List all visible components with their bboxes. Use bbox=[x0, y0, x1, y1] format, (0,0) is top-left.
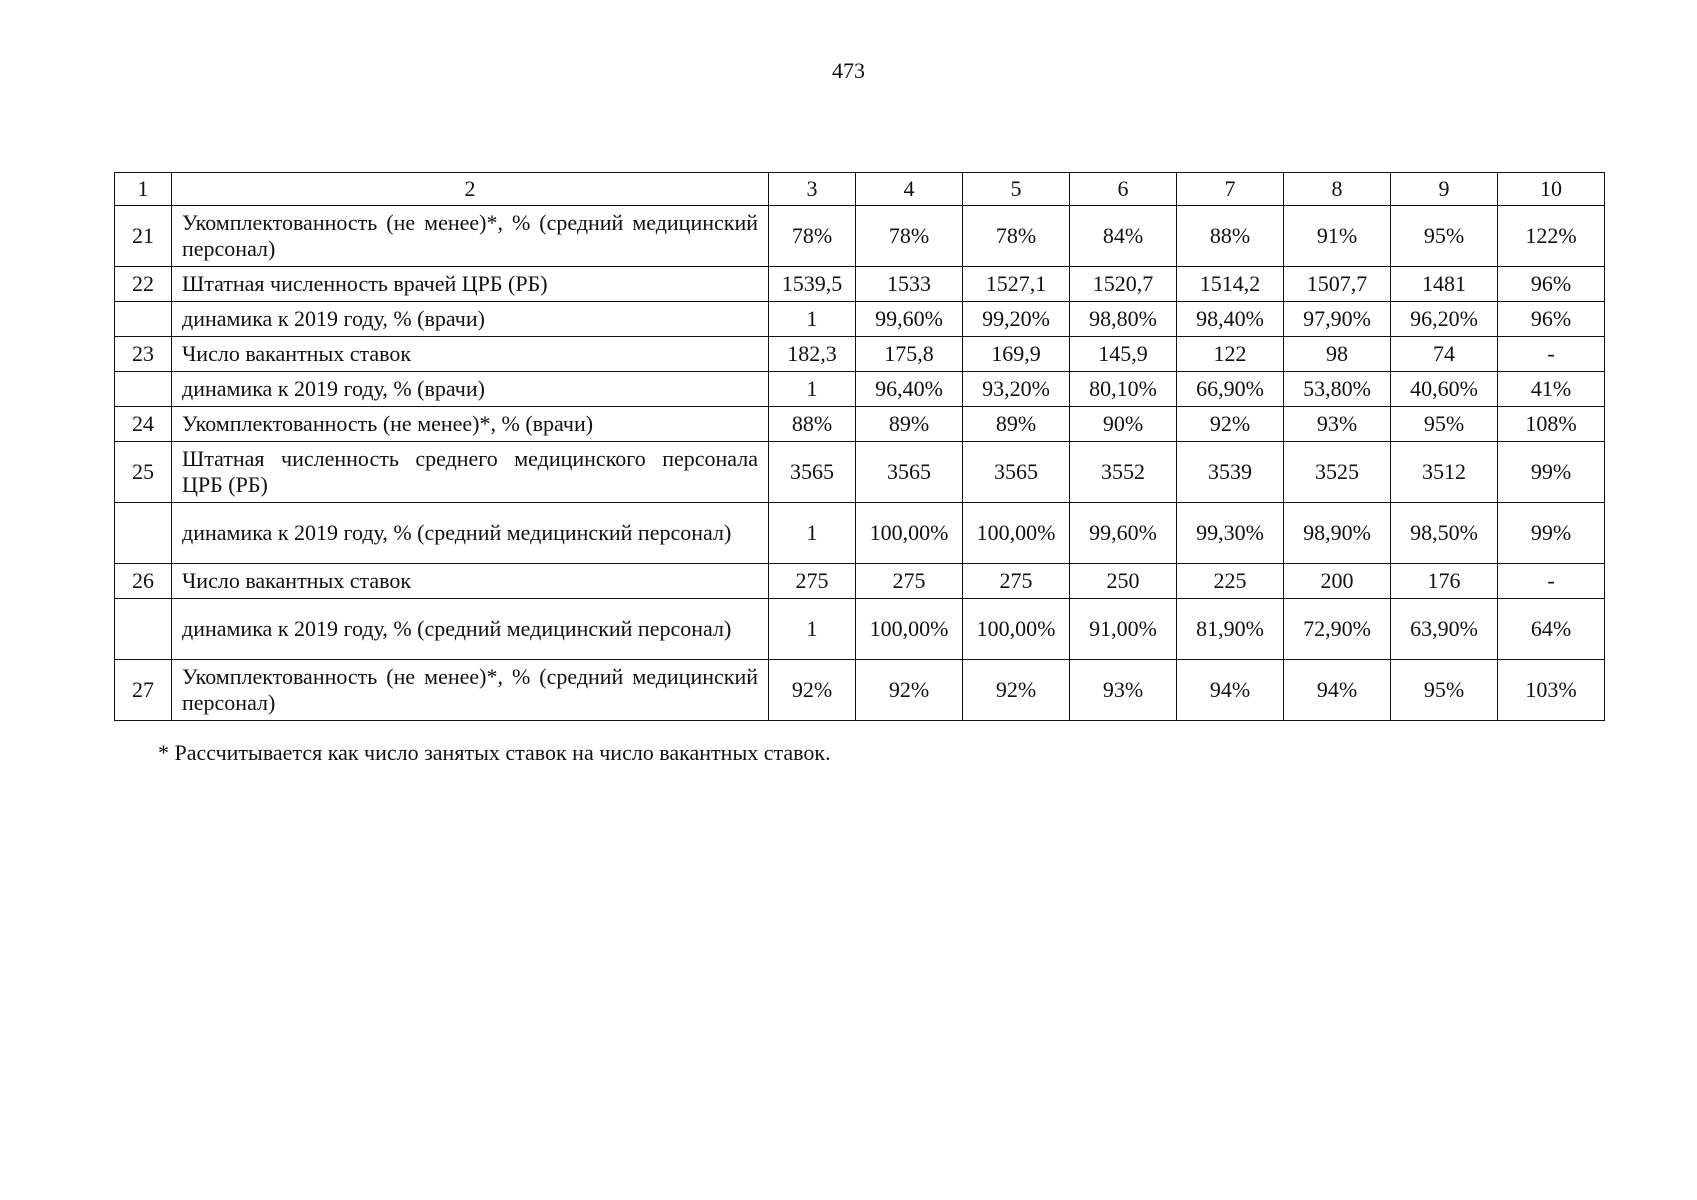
value-cell: 100,00% bbox=[856, 599, 963, 660]
value-cell: 92% bbox=[769, 660, 856, 721]
value-cell: 95% bbox=[1391, 206, 1498, 267]
value-cell: 99,20% bbox=[963, 302, 1070, 337]
row-label: Штатная численность среднего медицинского персонала ЦРБ (РБ) bbox=[172, 442, 769, 503]
value-cell: 169,9 bbox=[963, 337, 1070, 372]
footnote: * Рассчитывается как число занятых ставок на число вакантных ставок. bbox=[158, 740, 831, 765]
value-cell: 63,90% bbox=[1391, 599, 1498, 660]
value-cell: 3512 bbox=[1391, 442, 1498, 503]
row-label: Укомплектованность (не менее)*, % (средний медицинский персонал) bbox=[172, 660, 769, 721]
value-cell: 103% bbox=[1498, 660, 1605, 721]
table-row bbox=[115, 442, 1605, 503]
row-label: динамика к 2019 году, % (врачи) bbox=[172, 302, 769, 337]
column-header: 4 bbox=[856, 173, 963, 206]
column-header: 3 bbox=[769, 173, 856, 206]
value-cell: 41% bbox=[1498, 372, 1605, 407]
value-cell: 89% bbox=[856, 407, 963, 442]
page-number: 473 bbox=[832, 58, 865, 83]
value-cell: 1527,1 bbox=[963, 267, 1070, 302]
value-cell: 98,40% bbox=[1177, 302, 1284, 337]
table-row bbox=[115, 337, 1605, 372]
value-cell: 88% bbox=[1177, 206, 1284, 267]
value-cell: 1539,5 bbox=[769, 267, 856, 302]
table-row bbox=[115, 407, 1605, 442]
value-cell: 95% bbox=[1391, 660, 1498, 721]
table-row bbox=[115, 564, 1605, 599]
value-cell: 1481 bbox=[1391, 267, 1498, 302]
value-cell: 40,60% bbox=[1391, 372, 1498, 407]
value-cell: 84% bbox=[1070, 206, 1177, 267]
value-cell: 1520,7 bbox=[1070, 267, 1177, 302]
column-header: 7 bbox=[1177, 173, 1284, 206]
value-cell: 96% bbox=[1498, 302, 1605, 337]
value-cell: - bbox=[1498, 564, 1605, 599]
value-cell: 90% bbox=[1070, 407, 1177, 442]
value-cell: 99,60% bbox=[1070, 503, 1177, 564]
value-cell: 89% bbox=[963, 407, 1070, 442]
row-number bbox=[115, 302, 172, 337]
value-cell: 78% bbox=[963, 206, 1070, 267]
column-header: 5 bbox=[963, 173, 1070, 206]
table-row bbox=[115, 372, 1605, 407]
value-cell: 91% bbox=[1284, 206, 1391, 267]
value-cell: 100,00% bbox=[963, 599, 1070, 660]
row-label: Укомплектованность (не менее)*, % (средний медицинский персонал) bbox=[172, 206, 769, 267]
value-cell: 81,90% bbox=[1177, 599, 1284, 660]
value-cell: 1 bbox=[769, 503, 856, 564]
value-cell: 66,90% bbox=[1177, 372, 1284, 407]
value-cell: 94% bbox=[1284, 660, 1391, 721]
table-row bbox=[115, 599, 1605, 660]
value-cell: 97,90% bbox=[1284, 302, 1391, 337]
value-cell: 122 bbox=[1177, 337, 1284, 372]
row-number: 26 bbox=[115, 564, 172, 599]
column-header: 2 bbox=[172, 173, 769, 206]
column-header: 9 bbox=[1391, 173, 1498, 206]
data-table bbox=[114, 172, 1605, 721]
table-row bbox=[115, 660, 1605, 721]
value-cell: 64% bbox=[1498, 599, 1605, 660]
value-cell: 3552 bbox=[1070, 442, 1177, 503]
row-number bbox=[115, 503, 172, 564]
value-cell: 3565 bbox=[963, 442, 1070, 503]
value-cell: 1 bbox=[769, 372, 856, 407]
table-header-row bbox=[115, 173, 1605, 206]
value-cell: 88% bbox=[769, 407, 856, 442]
row-label: динамика к 2019 году, % (средний медицинский персонал) bbox=[172, 599, 769, 660]
value-cell: 250 bbox=[1070, 564, 1177, 599]
value-cell: 96% bbox=[1498, 267, 1605, 302]
column-header: 1 bbox=[115, 173, 172, 206]
value-cell: 3565 bbox=[856, 442, 963, 503]
table-row bbox=[115, 302, 1605, 337]
value-cell: 92% bbox=[963, 660, 1070, 721]
value-cell: 176 bbox=[1391, 564, 1498, 599]
value-cell: 3565 bbox=[769, 442, 856, 503]
value-cell: 74 bbox=[1391, 337, 1498, 372]
value-cell: 98,90% bbox=[1284, 503, 1391, 564]
value-cell: 78% bbox=[856, 206, 963, 267]
value-cell: 1507,7 bbox=[1284, 267, 1391, 302]
value-cell: 91,00% bbox=[1070, 599, 1177, 660]
value-cell: 99% bbox=[1498, 503, 1605, 564]
value-cell: 92% bbox=[856, 660, 963, 721]
value-cell: 145,9 bbox=[1070, 337, 1177, 372]
value-cell: 275 bbox=[856, 564, 963, 599]
column-header: 8 bbox=[1284, 173, 1391, 206]
row-label: Число вакантных ставок bbox=[172, 564, 769, 599]
value-cell: 122% bbox=[1498, 206, 1605, 267]
value-cell: 98,80% bbox=[1070, 302, 1177, 337]
row-number: 25 bbox=[115, 442, 172, 503]
row-number: 21 bbox=[115, 206, 172, 267]
row-number: 27 bbox=[115, 660, 172, 721]
value-cell: 80,10% bbox=[1070, 372, 1177, 407]
value-cell: 100,00% bbox=[963, 503, 1070, 564]
row-number: 24 bbox=[115, 407, 172, 442]
value-cell: 93% bbox=[1070, 660, 1177, 721]
table-body bbox=[115, 173, 1605, 721]
value-cell: 1533 bbox=[856, 267, 963, 302]
value-cell: 225 bbox=[1177, 564, 1284, 599]
row-number: 23 bbox=[115, 337, 172, 372]
value-cell: 99,60% bbox=[856, 302, 963, 337]
value-cell: 72,90% bbox=[1284, 599, 1391, 660]
value-cell: 99% bbox=[1498, 442, 1605, 503]
table-row bbox=[115, 206, 1605, 267]
value-cell: 275 bbox=[963, 564, 1070, 599]
value-cell: 3525 bbox=[1284, 442, 1391, 503]
value-cell: 78% bbox=[769, 206, 856, 267]
value-cell: 175,8 bbox=[856, 337, 963, 372]
value-cell: 93% bbox=[1284, 407, 1391, 442]
value-cell: 3539 bbox=[1177, 442, 1284, 503]
value-cell: 96,20% bbox=[1391, 302, 1498, 337]
row-label: Укомплектованность (не менее)*, % (врачи) bbox=[172, 407, 769, 442]
value-cell: 99,30% bbox=[1177, 503, 1284, 564]
value-cell: 53,80% bbox=[1284, 372, 1391, 407]
value-cell: 1 bbox=[769, 599, 856, 660]
value-cell: 96,40% bbox=[856, 372, 963, 407]
table-row bbox=[115, 503, 1605, 564]
value-cell: 1 bbox=[769, 302, 856, 337]
value-cell: 93,20% bbox=[963, 372, 1070, 407]
value-cell: 275 bbox=[769, 564, 856, 599]
value-cell: 95% bbox=[1391, 407, 1498, 442]
value-cell: - bbox=[1498, 337, 1605, 372]
row-label: Число вакантных ставок bbox=[172, 337, 769, 372]
value-cell: 1514,2 bbox=[1177, 267, 1284, 302]
row-number: 22 bbox=[115, 267, 172, 302]
row-label: Штатная численность врачей ЦРБ (РБ) bbox=[172, 267, 769, 302]
column-header: 10 bbox=[1498, 173, 1605, 206]
row-number bbox=[115, 372, 172, 407]
value-cell: 200 bbox=[1284, 564, 1391, 599]
value-cell: 98,50% bbox=[1391, 503, 1498, 564]
value-cell: 100,00% bbox=[856, 503, 963, 564]
table-row bbox=[115, 267, 1605, 302]
value-cell: 182,3 bbox=[769, 337, 856, 372]
value-cell: 94% bbox=[1177, 660, 1284, 721]
row-label: динамика к 2019 году, % (средний медицинский персонал) bbox=[172, 503, 769, 564]
value-cell: 92% bbox=[1177, 407, 1284, 442]
value-cell: 108% bbox=[1498, 407, 1605, 442]
row-label: динамика к 2019 году, % (врачи) bbox=[172, 372, 769, 407]
value-cell: 98 bbox=[1284, 337, 1391, 372]
column-header: 6 bbox=[1070, 173, 1177, 206]
row-number bbox=[115, 599, 172, 660]
